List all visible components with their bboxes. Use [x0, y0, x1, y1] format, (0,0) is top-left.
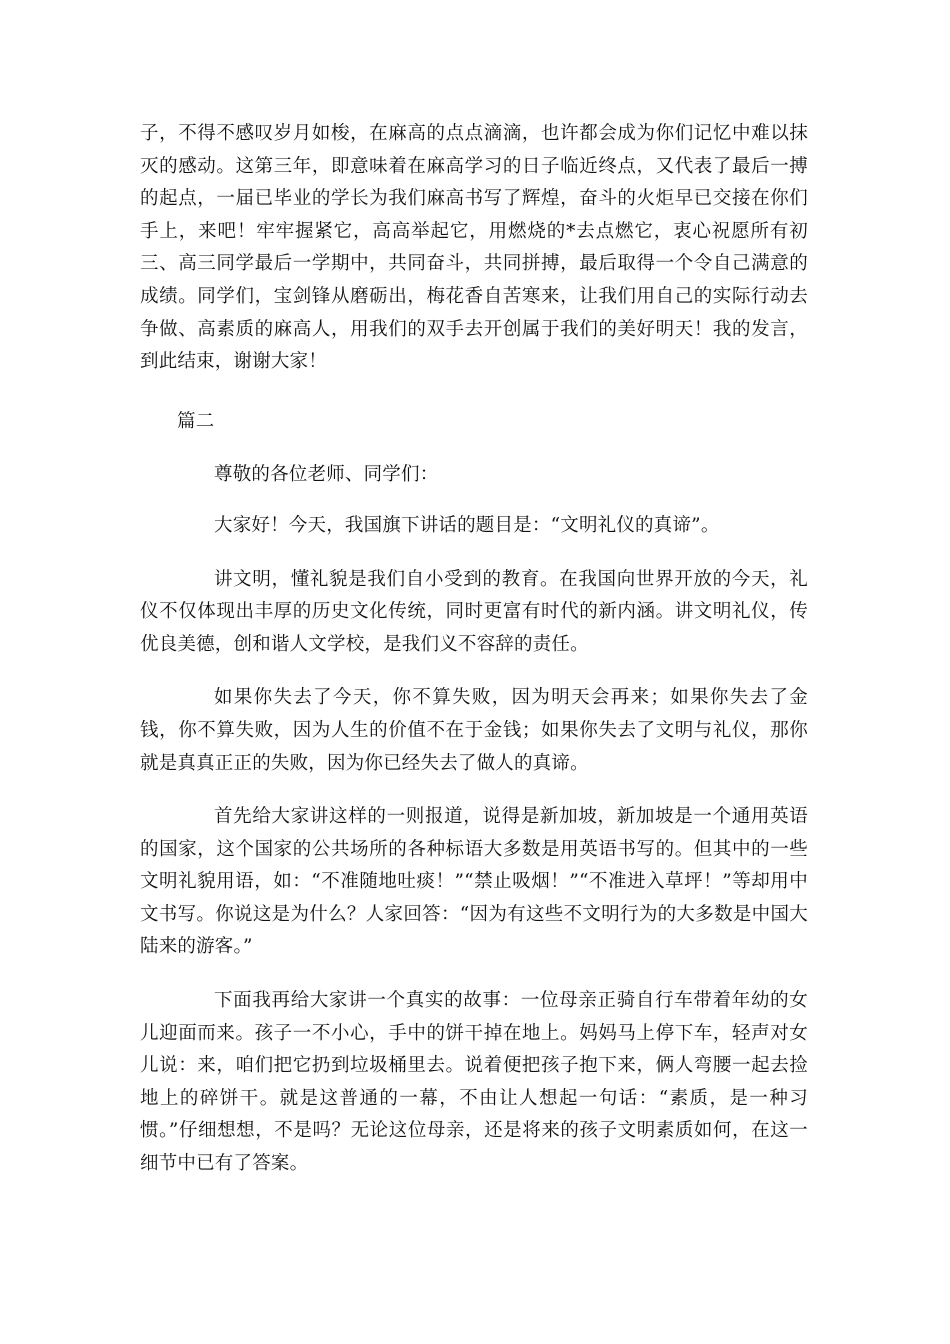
paragraph-closing-speech: 子，不得不感叹岁月如梭，在麻高的点点滴滴，也许都会成为你们记忆中难以抹灭的感动。这第三年，即意味着在麻高学习的日子临近终点，又代表了最后一搏的起点，一届已毕业的学长为我们麻高书写了辉煌，奋斗的火炬早已交接在你们手上，来吧！牢牢握紧它，高高举起它，用燃烧的*去点燃它，衷心祝愿所有初三、高三同学最后一学期中，共同奋斗，共同拼搏，最后取得一个令自己满意的成绩。同学们，宝剑锋从磨砺出，梅花香自苦寒来，让我们用自己的实际行动去争做、高素质的麻高人，用我们的双手去开创属于我们的美好明天！我的发言，到此结束，谢谢大家！: [140, 123, 808, 373]
section-heading: 篇二: [177, 410, 215, 432]
paragraph-story: 下面我再给大家讲一个真实的故事：一位母亲正骑自行车带着年幼的女儿迎面而来。孩子一不小心，手中的饼干掉在地上。妈妈马上停下车，轻声对女儿说：来，咱们把它扔到垃圾桶里去。说着便把孩子抱下来，俩人弯腰一起去捡地上的碎饼干。就是这普通的一幕，不由让人想起一句话：“素质，是一种习惯。”仔细想想，不是吗？无论这位母亲，还是将来的孩子文明素质如何，在这一细节中已有了答案。: [140, 990, 808, 1175]
salutation: 尊敬的各位老师、同学们：: [214, 464, 439, 486]
document-page: [140, 118, 808, 1181]
paragraph-singapore: 首先给大家讲这样的一则报道，说得是新加坡，新加坡是一个通用英语的国家，这个国家的公共场所的各种标语大多数是用英语书写的。但其中的一些文明礼貌用语，如：“不准随地吐痰！”“禁止吸烟！”“不准进入草坪！”等却用中文书写。你说这是为什么？人家回答：“因为有这些不文明行为的大多数是中国大陆来的游客。”: [140, 806, 808, 958]
paragraph-greeting: 大家好！今天，我国旗下讲话的题目是：“文明礼仪的真谛”。: [214, 514, 720, 536]
paragraph-civility: 讲文明，懂礼貌是我们自小受到的教育。在我国向世界开放的今天，礼仪不仅体现出丰厚的历史文化传统，同时更富有时代的新内涵。讲文明礼仪，传优良美德，创和谐人文学校，是我们义不容辞的责任。: [140, 568, 808, 655]
paragraph-if-you-lose: 如果你失去了今天，你不算失败，因为明天会再来；如果你失去了金钱，你不算失败，因为人生的价值不在于金钱；如果你失去了文明与礼仪，那你就是真真正正的失败，因为你已经失去了做人的真谛。: [140, 687, 808, 774]
